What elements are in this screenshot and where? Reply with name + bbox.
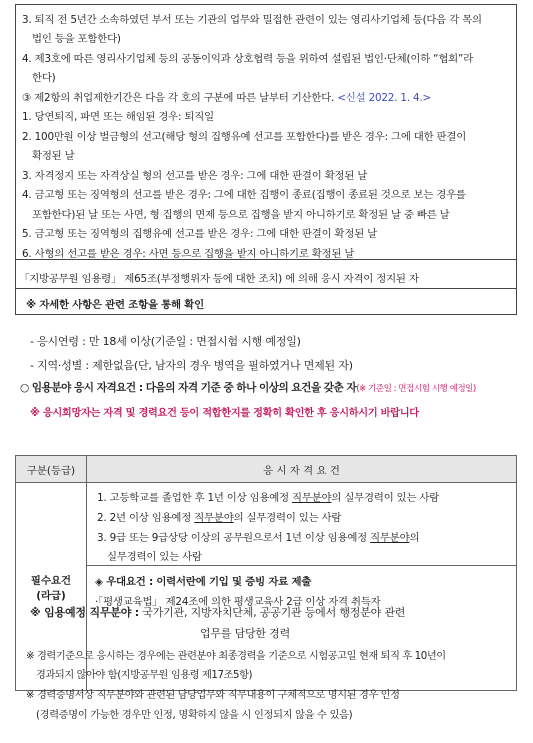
rule-line bbox=[19, 270, 419, 285]
duty-line-1 bbox=[30, 604, 405, 620]
req1-duty: 직무분야 bbox=[292, 492, 332, 504]
req2-text: 2. 2년 이상 임용예정 bbox=[97, 512, 195, 524]
applicant-notice: ※ 응시희망자는 자격 및 경력요건 등이 적합한지를 정확히 확인한 후 응시하시기 바랍니다 bbox=[30, 408, 419, 419]
col-header-requirements: 응 시 자 격 요 건 bbox=[87, 456, 517, 483]
duty-label: ※ 임용예정 직무분야 : bbox=[30, 606, 139, 619]
legal-text-box bbox=[15, 4, 517, 315]
requirement-2 bbox=[97, 509, 341, 524]
box-line-2: 법인 등을 포함한다) bbox=[32, 33, 121, 45]
requirement-3 bbox=[97, 529, 419, 544]
box-line-9: 3. 자격정지 또는 자격상실 형의 선고를 받은 경우: 그에 대한 판결이 확정된 날 bbox=[22, 170, 368, 182]
box-line-11: 포함한다)된 날 또는 사면, 형 집행의 면제 등으로 집행을 받지 아니하기로 확정된 날 중 빠른 날 bbox=[32, 209, 450, 221]
col-header-category: 구분(등급) bbox=[16, 456, 87, 483]
check-note: ※ 자세한 사항은 관련 조항을 통해 확인 bbox=[26, 299, 204, 311]
row-label-main: 필수요건 bbox=[30, 574, 72, 587]
req3-duty: 직무분야 bbox=[370, 532, 410, 544]
preference-item: ·「평생교육법」 제24조에 의한 평생교육사 2급 이상 자격 취득자 bbox=[95, 596, 381, 608]
row-label-grade: (라급) bbox=[36, 589, 66, 602]
box-line-6: 1. 당연퇴직, 파면 또는 해임된 경우: 퇴직일 bbox=[22, 111, 214, 123]
box-line-10: 4. 금고형 또는 징역형의 선고를 받은 경우: 그에 대한 집행이 종료(집행이 종료된 것으로 보는 경우를 bbox=[22, 189, 466, 201]
box-line-3: 4. 제3호에 따른 영리사기업체 등의 공동이익과 상호협력 등을 위하여 설립된 법인·단체(이하 “협회”라 bbox=[22, 53, 474, 65]
cert-note-1: ※ 경력증명서상 직무분야와 관련된 담당업무와 직무내용이 구체적으로 명시된 경우 인정 bbox=[26, 690, 400, 701]
career-note-2: 경과되지 않아야 함(지방공무원 임용령 제17조5항) bbox=[36, 670, 253, 681]
box-line-8: 확정된 날 bbox=[32, 150, 75, 162]
box-line-12: 5. 금고형 또는 징역형의 집행유예 선고를 받은 경우: 그에 대한 판결이 확정된 날 bbox=[22, 228, 378, 240]
box-divider-2 bbox=[15, 288, 517, 289]
box-line-5 bbox=[22, 89, 431, 104]
req1-tail: 의 실무경력이 있는 사람 bbox=[331, 492, 440, 504]
req2-duty: 직무분야 bbox=[194, 512, 234, 524]
req1-text: 1. 고등학교를 졸업한 후 1년 이상 임용예정 bbox=[97, 492, 293, 504]
field-qualification-title bbox=[20, 380, 476, 395]
career-note-1: ※ 경력기준으로 응시하는 경우에는 관련분야 최종경력을 기준으로 시험공고일 현재 퇴직 후 10년이 bbox=[26, 651, 446, 662]
duty-text-1: 국가기관, 지방자치단체, 공공기관 등에서 행정분야 관련 bbox=[142, 606, 406, 619]
box-divider bbox=[15, 259, 517, 260]
box-line-1: 3. 퇴직 전 5년간 소속하였던 부서 또는 기관의 업무와 밀접한 관련이 있는 영리사기업체 등(다음 각 목의 bbox=[22, 14, 482, 26]
req3-text: 3. 9급 또는 9급상당 이상의 공무원으로서 1년 이상 임용예정 bbox=[97, 532, 371, 544]
requirement-3-cont: 실무경력이 있는 사람 bbox=[107, 551, 202, 563]
rule-rest: 에 의해 응시 자격이 정지된 자 bbox=[282, 273, 419, 285]
box-line-7: 2. 100만원 이상 벌금형의 선고(해당 형의 집행유예 선고를 포함한다)를 받은 경우: 그에 대한 판결이 bbox=[22, 131, 467, 143]
duty-text-2: 업무를 담당한 경력 bbox=[200, 627, 291, 640]
req3-tail: 의 bbox=[409, 532, 420, 544]
field-title-note: (※ 기준일 : 면접시험 시행 예정일) bbox=[356, 384, 476, 394]
requirement-1 bbox=[97, 489, 439, 504]
new-note: <신설 2022. 1. 4.> bbox=[337, 92, 432, 104]
preference-title: ◈ 우대요건 : 이력서란에 기입 및 증빙 자료 제출 bbox=[95, 576, 312, 588]
region-gender-requirement: - 지역·성별 : 제한없음(단, 남자의 경우 병역을 필하였거나 면제된 자) bbox=[30, 359, 353, 372]
field-title-text: ○ 임용분야 응시 자격요건 : 다음의 자격 기준 중 하나 이상의 요건을 갖춘 자 bbox=[20, 382, 357, 394]
box-line-13: 6. 사형의 선고를 받은 경우: 사면 등으로 집행을 받지 아니하기로 확정된 날 bbox=[22, 248, 355, 260]
clause-3: ③ 제2항의 취업제한기간은 다음 각 호의 구분에 따른 날부터 기산한다. bbox=[22, 92, 335, 104]
cert-note-2: (경력증명이 가능한 경우만 인정, 명확하지 않을 시 인정되지 않을 수 있음) bbox=[36, 710, 353, 721]
age-requirement: - 응시연령 : 만 18세 이상(기준일 : 면접시험 시행 예정일) bbox=[30, 335, 301, 348]
req2-tail: 의 실무경력이 있는 사람 bbox=[233, 512, 342, 524]
rule-bracket: 「지방공무원 임용령」 제65조(부정행위자 등에 대한 조치) bbox=[19, 273, 283, 285]
box-line-4: 한다) bbox=[32, 72, 56, 84]
preference-divider bbox=[87, 565, 516, 566]
